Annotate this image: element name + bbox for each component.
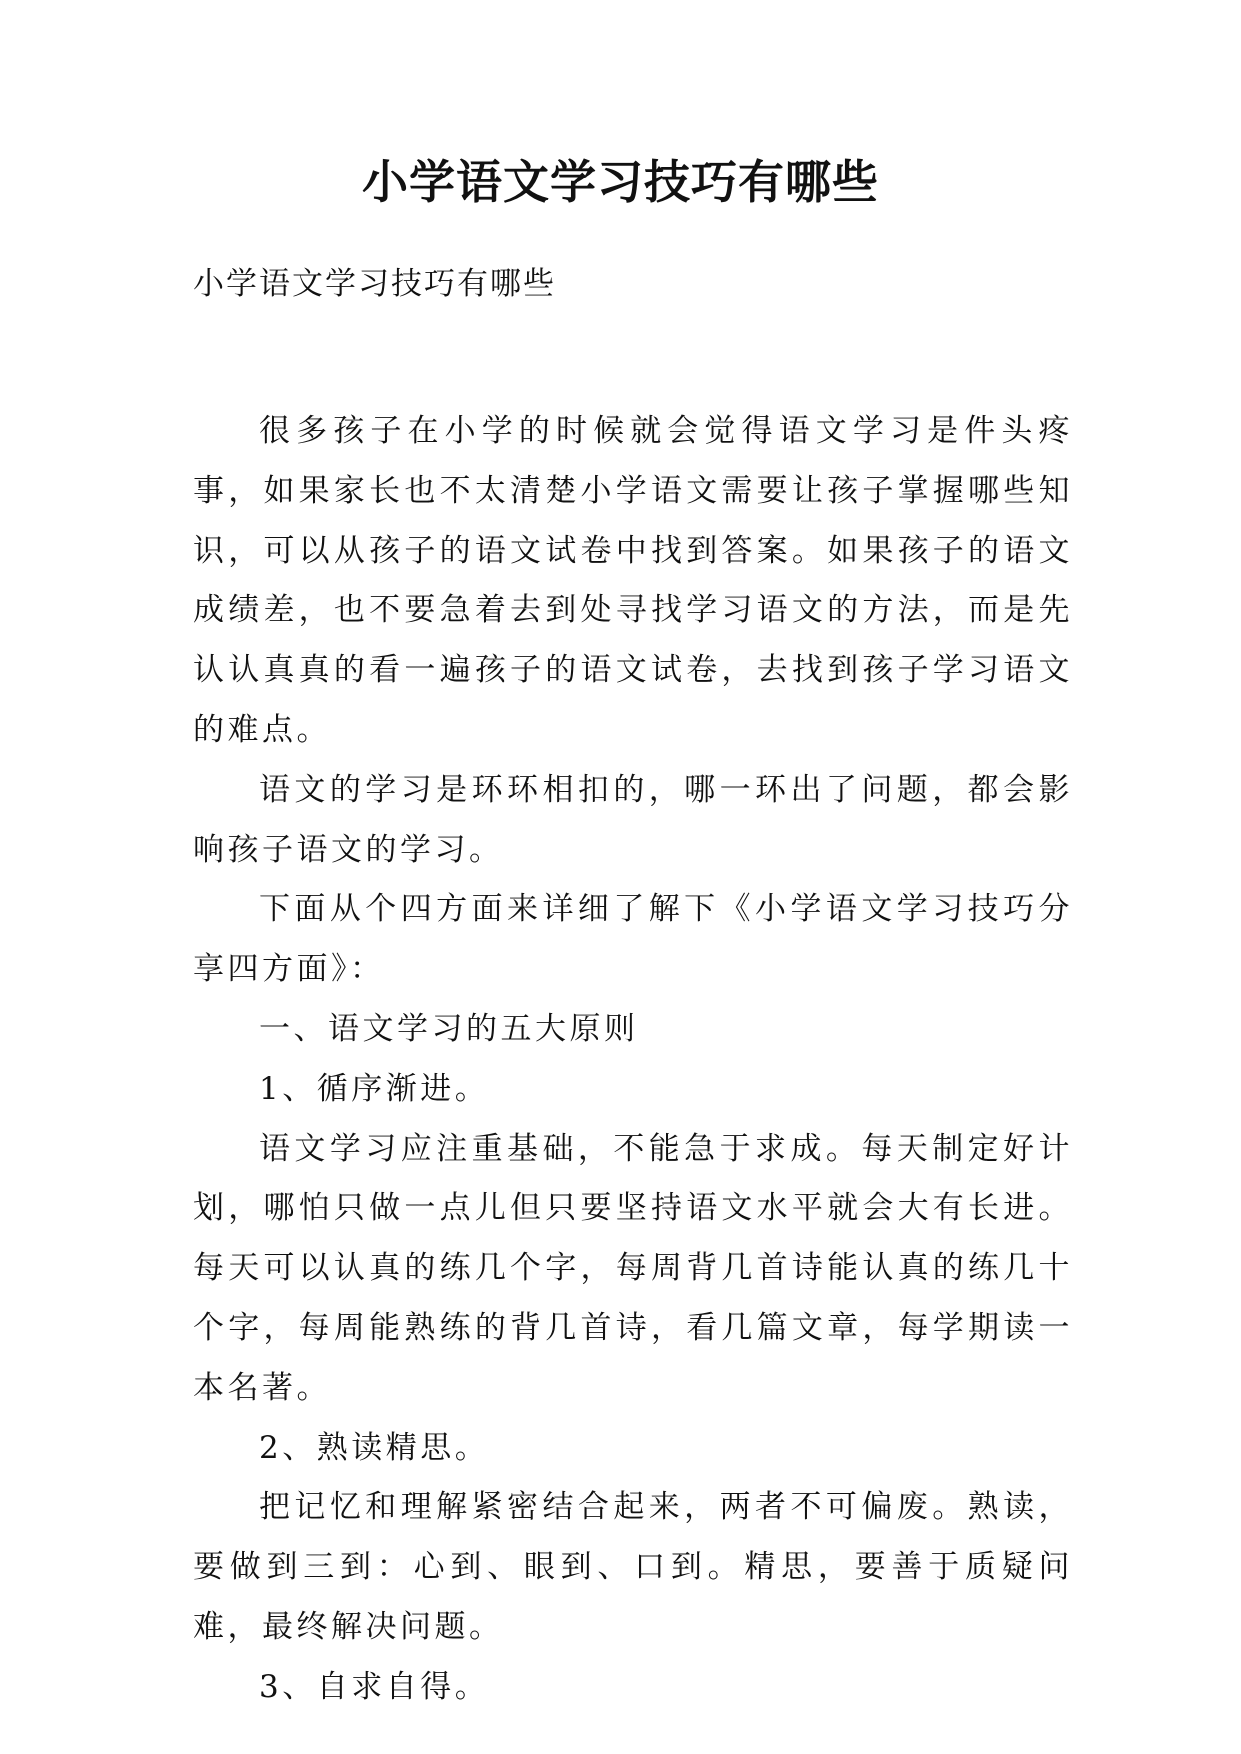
paragraph-item-2: 把记忆和理解紧密结合起来，两者不可偏废。熟读，要做到三到：心到、眼到、口到。精思，要善于质疑问难，最终解决问题。 [193,1489,1073,1645]
section-heading-principles: 一、语文学习的五大原则 [259,1010,639,1047]
item-heading-2: 2、熟读精思。 [259,1429,490,1466]
document-subtitle: 小学语文学习技巧有哪些 [193,266,556,302]
paragraph-linked-learning: 语文的学习是环环相扣的，哪一环出了问题，都会影响孩子语文的学习。 [193,771,1073,868]
paragraph-four-aspects: 下面从个四方面来详细了解下《小学语文学习技巧分享四方面》： [193,891,1073,988]
item-heading-1: 1、循序渐进。 [259,1070,490,1107]
document-title: 小学语文学习技巧有哪些 [362,155,879,209]
item-heading-3: 3、自求自得。 [259,1668,490,1705]
paragraph-intro: 很多孩子在小学的时候就会觉得语文学习是件头疼事，如果家长也不太清楚小学语文需要让孩子掌握哪些知识，可以从孩子的语文试卷中找到答案。如果孩子的语文成绩差，也不要急着去到处寻找学习语文的方法，而是先认认真真的看一遍孩子的语文试卷，去找到孩子学习语文的难点。 [193,413,1073,748]
document-body [193,402,1073,1718]
paragraph-item-1: 语文学习应注重基础，不能急于求成。每天制定好计划，哪怕只做一点儿但只要坚持语文水平就会大有长进。每天可以认真的练几个字，每周背几首诗能认真的练几十个字，每周能熟练的背几首诗，看几篇文章，每学期读一本名著。 [193,1130,1073,1406]
